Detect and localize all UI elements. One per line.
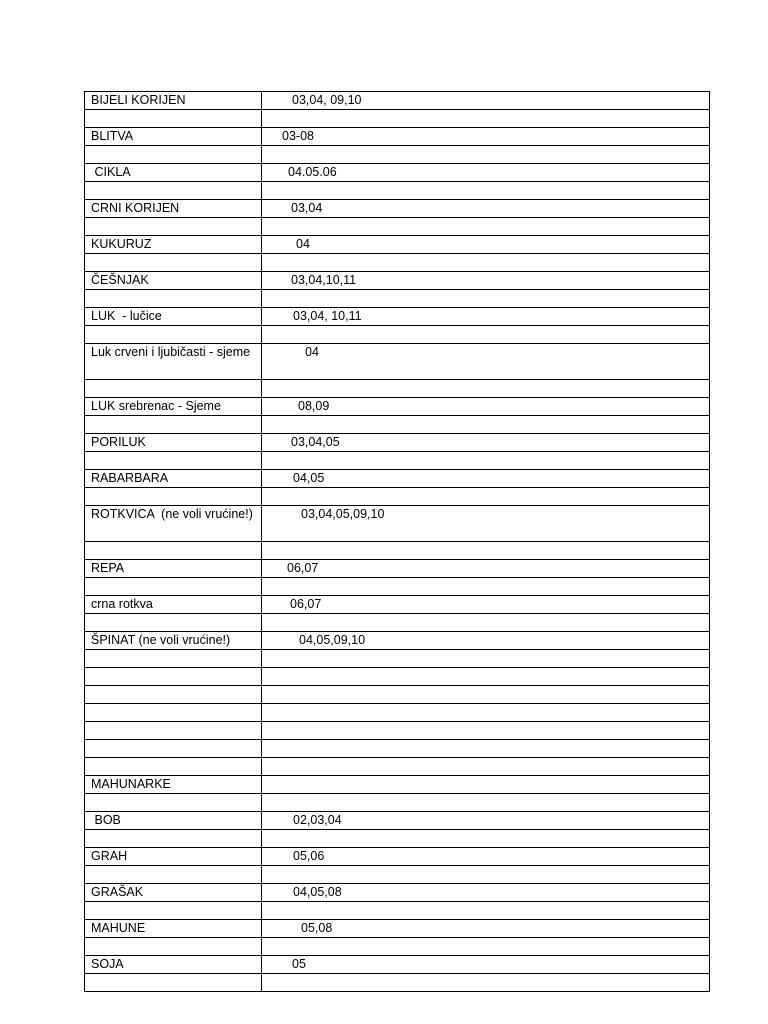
sowing-months-cell [262, 218, 710, 236]
sowing-months-cell [262, 92, 710, 110]
sowing-months-value: 05 [292, 957, 306, 971]
sowing-months-cell [262, 146, 710, 164]
vegetable-name-cell: ČEŠNJAK [85, 272, 262, 290]
vegetable-name-cell: KUKURUZ [85, 236, 262, 254]
vegetable-name-cell: LUK - lučice [85, 308, 262, 326]
sowing-months-cell [262, 704, 710, 722]
vegetable-name-cell [85, 218, 262, 236]
vegetable-name-cell: MAHUNE [85, 920, 262, 938]
vegetable-name-cell: RABARBARA [85, 470, 262, 488]
table-row [85, 434, 710, 452]
sowing-months-cell [262, 974, 710, 992]
vegetable-name-cell [85, 614, 262, 632]
sowing-months-value: 08,09 [298, 399, 330, 413]
table-row [85, 164, 710, 182]
vegetable-name-cell [85, 488, 262, 506]
table-row [85, 956, 710, 974]
sowing-months-value: 06,07 [290, 597, 322, 611]
vegetable-name-cell [85, 704, 262, 722]
sowing-months-cell [262, 902, 710, 920]
table-row [85, 632, 710, 650]
table-row [85, 776, 710, 794]
vegetable-name-cell [85, 254, 262, 272]
vegetable-name-cell [85, 830, 262, 848]
sowing-months-cell [262, 884, 710, 902]
table-row [85, 470, 710, 488]
table-row [85, 344, 710, 380]
table-row [85, 308, 710, 326]
vegetable-name-cell [85, 380, 262, 398]
sowing-months-value: 04,05,08 [293, 885, 342, 899]
vegetable-name-cell [85, 578, 262, 596]
sowing-months-value: 04 [296, 237, 310, 251]
vegetable-name-cell [85, 182, 262, 200]
table-row [85, 668, 710, 686]
sowing-months-cell [262, 434, 710, 452]
table-row [85, 488, 710, 506]
vegetable-name-cell: ROTKVICA (ne voli vrućine!) [85, 506, 262, 542]
sowing-months-cell [262, 956, 710, 974]
table-row [85, 938, 710, 956]
vegetable-name-cell [85, 416, 262, 434]
table-row [85, 794, 710, 812]
vegetable-name-cell: crna rotkva [85, 596, 262, 614]
vegetable-name-cell: BOB [85, 812, 262, 830]
table-row [85, 758, 710, 776]
sowing-months-cell [262, 722, 710, 740]
table-row [85, 650, 710, 668]
sowing-months-cell [262, 182, 710, 200]
sowing-months-value: 04 [305, 345, 319, 359]
vegetable-name-cell [85, 974, 262, 992]
table-row [85, 578, 710, 596]
sowing-months-value: 04,05 [293, 471, 325, 485]
vegetable-name-cell [85, 758, 262, 776]
sowing-months-cell [262, 866, 710, 884]
vegetable-name-cell [85, 902, 262, 920]
vegetable-name-cell [85, 866, 262, 884]
sowing-months-cell [262, 632, 710, 650]
vegetable-name-cell: ŠPINAT (ne voli vrućine!) [85, 632, 262, 650]
sowing-months-cell [262, 326, 710, 344]
table-row [85, 236, 710, 254]
sowing-months-value: 03,04,10,11 [291, 273, 357, 287]
table-row [85, 92, 710, 110]
vegetable-name-cell [85, 146, 262, 164]
table-row [85, 416, 710, 434]
sowing-months-value: 03,04 [291, 201, 323, 215]
vegetable-name-cell [85, 110, 262, 128]
table-row [85, 740, 710, 758]
vegetable-name-cell [85, 686, 262, 704]
sowing-months-cell [262, 596, 710, 614]
sowing-months-cell [262, 848, 710, 866]
table-row [85, 218, 710, 236]
table-row [85, 182, 710, 200]
table-row [85, 848, 710, 866]
vegetable-name-cell: GRAŠAK [85, 884, 262, 902]
table-row [85, 596, 710, 614]
vegetable-name-cell: REPA [85, 560, 262, 578]
vegetable-name-cell [85, 938, 262, 956]
sowing-months-cell [262, 164, 710, 182]
sowing-months-value: 03,04,05,09,10 [301, 507, 385, 521]
sowing-months-value: 05,08 [301, 921, 333, 935]
sowing-months-value: 05,06 [293, 849, 325, 863]
table-row [85, 200, 710, 218]
vegetable-name-cell [85, 326, 262, 344]
sowing-months-cell [262, 668, 710, 686]
table-row [85, 290, 710, 308]
table-row [85, 884, 710, 902]
table-row [85, 722, 710, 740]
sowing-months-cell [262, 344, 710, 380]
vegetable-name-cell: BLITVA [85, 128, 262, 146]
sowing-months-cell [262, 200, 710, 218]
sowing-months-value: 06,07 [287, 561, 319, 575]
sowing-months-value: 03,04, 09,10 [292, 93, 362, 107]
vegetable-name-cell [85, 794, 262, 812]
table-row [85, 506, 710, 542]
sowing-months-cell [262, 308, 710, 326]
vegetable-name-cell: BIJELI KORIJEN [85, 92, 262, 110]
sowing-months-cell [262, 830, 710, 848]
sowing-months-cell [262, 812, 710, 830]
vegetable-name-cell [85, 542, 262, 560]
sowing-months-cell [262, 542, 710, 560]
sowing-months-cell [262, 920, 710, 938]
vegetable-name-cell [85, 650, 262, 668]
table-row [85, 128, 710, 146]
vegetable-name-cell: LUK srebrenac - Sjeme [85, 398, 262, 416]
vegetable-name-cell [85, 452, 262, 470]
table-row [85, 866, 710, 884]
vegetable-name-cell: GRAH [85, 848, 262, 866]
vegetable-name-cell [85, 668, 262, 686]
sowing-months-value: 03,04,05 [291, 435, 340, 449]
sowing-months-cell [262, 938, 710, 956]
table-row [85, 830, 710, 848]
table-row [85, 974, 710, 992]
sowing-months-cell [262, 686, 710, 704]
table-row [85, 254, 710, 272]
sowing-months-cell [262, 488, 710, 506]
table-row [85, 902, 710, 920]
sowing-months-cell [262, 416, 710, 434]
table-row [85, 542, 710, 560]
vegetable-name-cell: PORILUK [85, 434, 262, 452]
sowing-months-cell [262, 290, 710, 308]
table-row [85, 398, 710, 416]
table-row [85, 920, 710, 938]
sowing-months-cell [262, 254, 710, 272]
vegetable-name-cell [85, 290, 262, 308]
table-row [85, 560, 710, 578]
vegetable-name-cell: SOJA [85, 956, 262, 974]
sowing-months-cell [262, 650, 710, 668]
vegetable-name-cell: CIKLA [85, 164, 262, 182]
table-row [85, 704, 710, 722]
table-row [85, 146, 710, 164]
sowing-months-cell [262, 560, 710, 578]
table-row [85, 326, 710, 344]
table-row [85, 452, 710, 470]
sowing-months-cell [262, 506, 710, 542]
table-body [85, 92, 710, 992]
table-row [85, 614, 710, 632]
sowing-months-cell [262, 452, 710, 470]
vegetable-name-cell [85, 722, 262, 740]
sowing-months-cell [262, 380, 710, 398]
table-row [85, 686, 710, 704]
planting-table [84, 91, 710, 992]
table-row [85, 272, 710, 290]
sowing-months-cell [262, 236, 710, 254]
sowing-months-value: 04.05.06 [288, 165, 337, 179]
sowing-months-cell [262, 128, 710, 146]
vegetable-name-cell: Luk crveni i ljubičasti - sjeme [85, 344, 262, 380]
sowing-months-value: 02,03,04 [293, 813, 342, 827]
vegetable-name-cell: CRNI KORIJEN [85, 200, 262, 218]
sowing-months-cell [262, 776, 710, 794]
sowing-months-cell [262, 398, 710, 416]
sowing-months-value: 03-08 [282, 129, 314, 143]
sowing-months-value: 04,05,09,10 [299, 633, 366, 647]
sowing-months-cell [262, 578, 710, 596]
sowing-months-value: 03,04, 10,11 [293, 309, 362, 323]
table-row [85, 380, 710, 398]
table-row [85, 110, 710, 128]
vegetable-name-cell: MAHUNARKE [85, 776, 262, 794]
vegetable-name-cell [85, 740, 262, 758]
sowing-months-cell [262, 272, 710, 290]
sowing-months-cell [262, 758, 710, 776]
sowing-months-cell [262, 794, 710, 812]
sowing-months-cell [262, 470, 710, 488]
table-row [85, 812, 710, 830]
sowing-months-cell [262, 614, 710, 632]
sowing-months-cell [262, 740, 710, 758]
sowing-months-cell [262, 110, 710, 128]
